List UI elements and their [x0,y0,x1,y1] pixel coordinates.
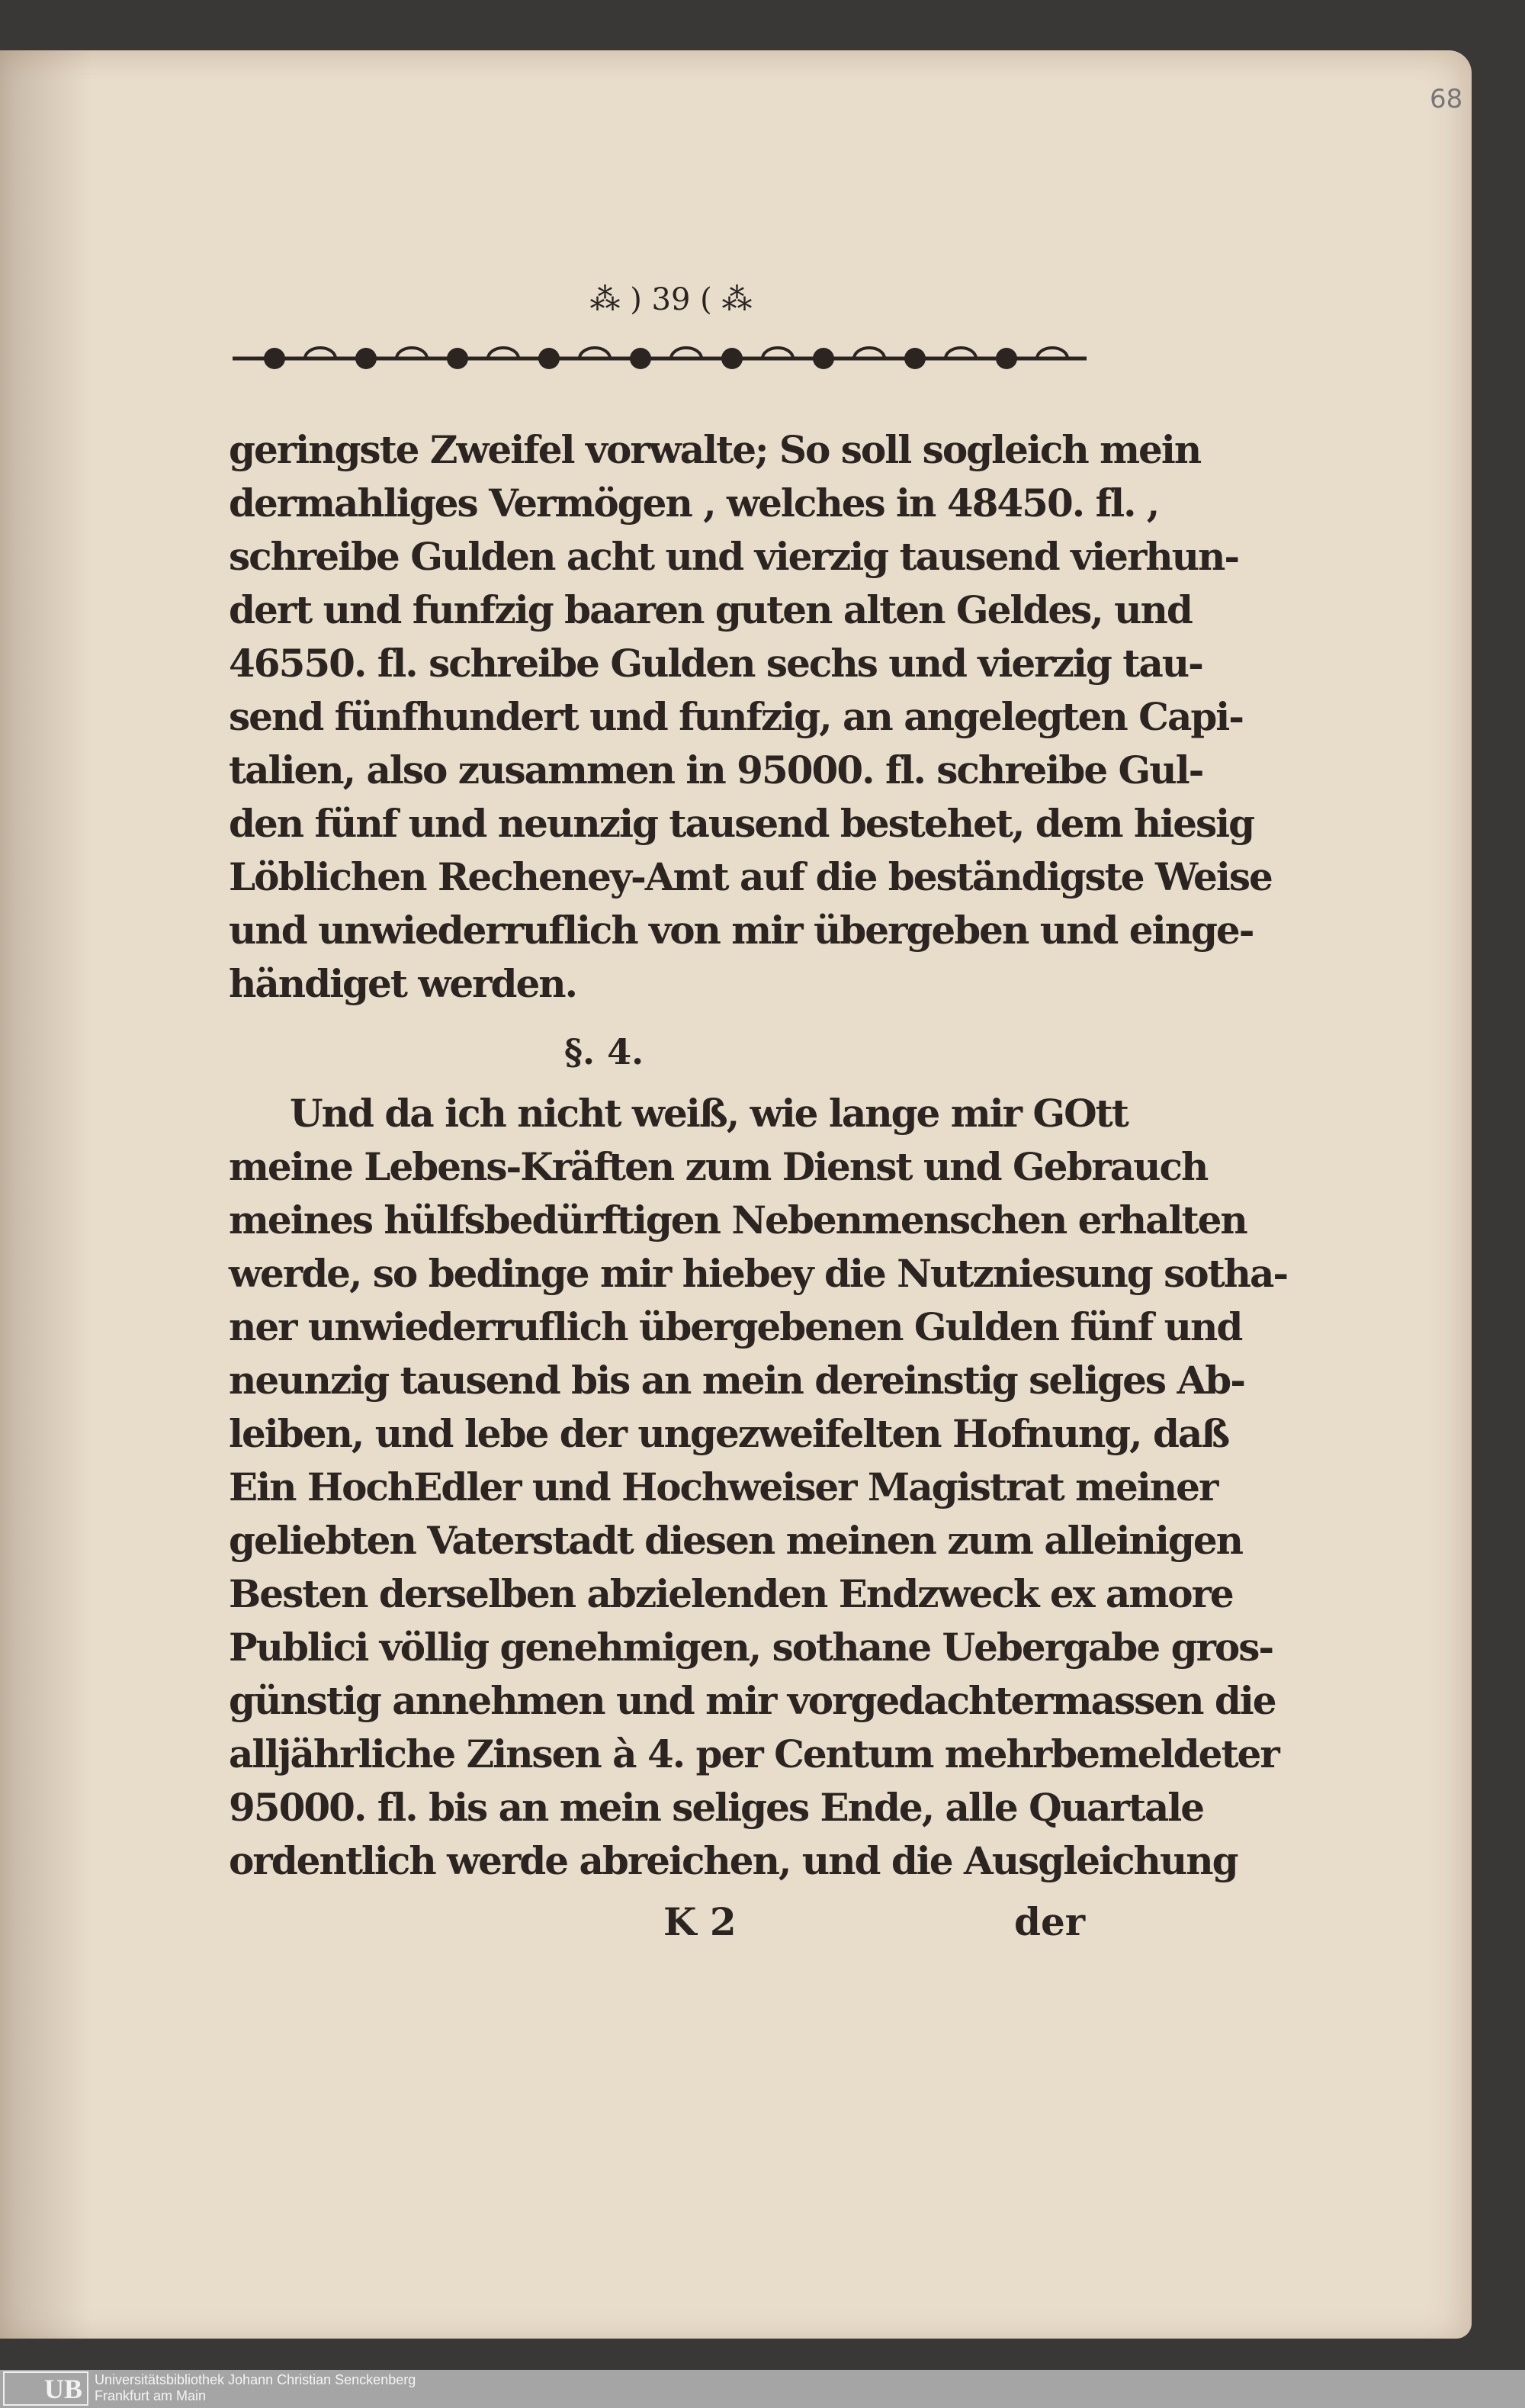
section-heading: §. 4. [564,1031,644,1072]
text-line: 46550. fl. schreibe Gulden sechs und vierzig tau- [229,641,1202,686]
text-line: neunzig tausend bis an mein dereinstig seliges Ab- [229,1358,1244,1403]
library-logo: UB [3,2371,88,2406]
footer-line-1: Universitätsbibliothek Johann Christian Senckenberg [95,2372,416,2387]
text-line: günstig annehmen und mir vorgedachtermassen die [229,1678,1276,1723]
text-line: Ein HochEdler und Hochweiser Magistrat meiner [229,1464,1218,1509]
footer-text [95,2372,416,2404]
text-line: ner unwiederruflich übergebenen Gulden fünf und [229,1304,1242,1349]
text-line: schreibe Gulden acht und vierzig tausend vierhun- [229,534,1239,579]
text-line: send fünfhundert und funfzig, an angelegten Capi- [229,694,1244,739]
text-line: und unwiederruflich von mir übergeben und einge- [229,908,1254,953]
text-line: meines hülfsbedürftigen Nebenmenschen erhalten [229,1198,1247,1243]
ornamental-border [229,339,1090,378]
paper-page [0,50,1472,2339]
running-head: ⁂ ) 39 ( ⁂ [589,282,753,317]
text-line: dermahliges Vermögen , welches in 48450. fl. , [229,481,1159,526]
library-footer [0,2370,1525,2408]
text-line: den fünf und neunzig tausend bestehet, dem hiesig [229,801,1254,846]
footer-line-2: Frankfurt am Main [95,2388,207,2403]
text-line: talien, also zusammen in 95000. fl. schreibe Gul- [229,747,1203,792]
text-line: Löblichen Recheney-Amt auf die beständigste Weise [229,854,1272,899]
text-line: händiget werden. [229,961,577,1006]
text-line: geringste Zweifel vorwalte; So soll sogleich mein [229,427,1201,472]
text-line: Und da ich nicht weiß, wie lange mir GOtt [290,1091,1128,1136]
signature-mark: K 2 [663,1899,737,1944]
text-line: dert und funfzig baaren guten alten Geldes, und [229,587,1192,632]
catchword: der [1014,1899,1086,1944]
text-line: Publici völlig genehmigen, sothane Uebergabe gros- [229,1625,1273,1670]
page-gutter-shadow [0,50,92,2339]
text-line: alljährliche Zinsen à 4. per Centum mehrbemeldeter [229,1731,1279,1776]
pencil-folio-note: 68 [1430,84,1463,114]
text-line: geliebten Vaterstadt diesen meinen zum alleinigen [229,1518,1243,1563]
text-line: werde, so bedinge mir hiebey die Nutzniesung sotha- [229,1251,1288,1296]
text-line: leiben, und lebe der ungezweifelten Hofnung, daß [229,1411,1229,1456]
text-line: ordentlich werde abreichen, und die Ausgleichung [229,1838,1238,1883]
text-line: meine Lebens-Kräften zum Dienst und Gebrauch [229,1144,1208,1189]
text-line: 95000. fl. bis an mein seliges Ende, alle Quartale [229,1785,1204,1830]
text-line: Besten derselben abzielenden Endzweck ex amore [229,1571,1233,1616]
